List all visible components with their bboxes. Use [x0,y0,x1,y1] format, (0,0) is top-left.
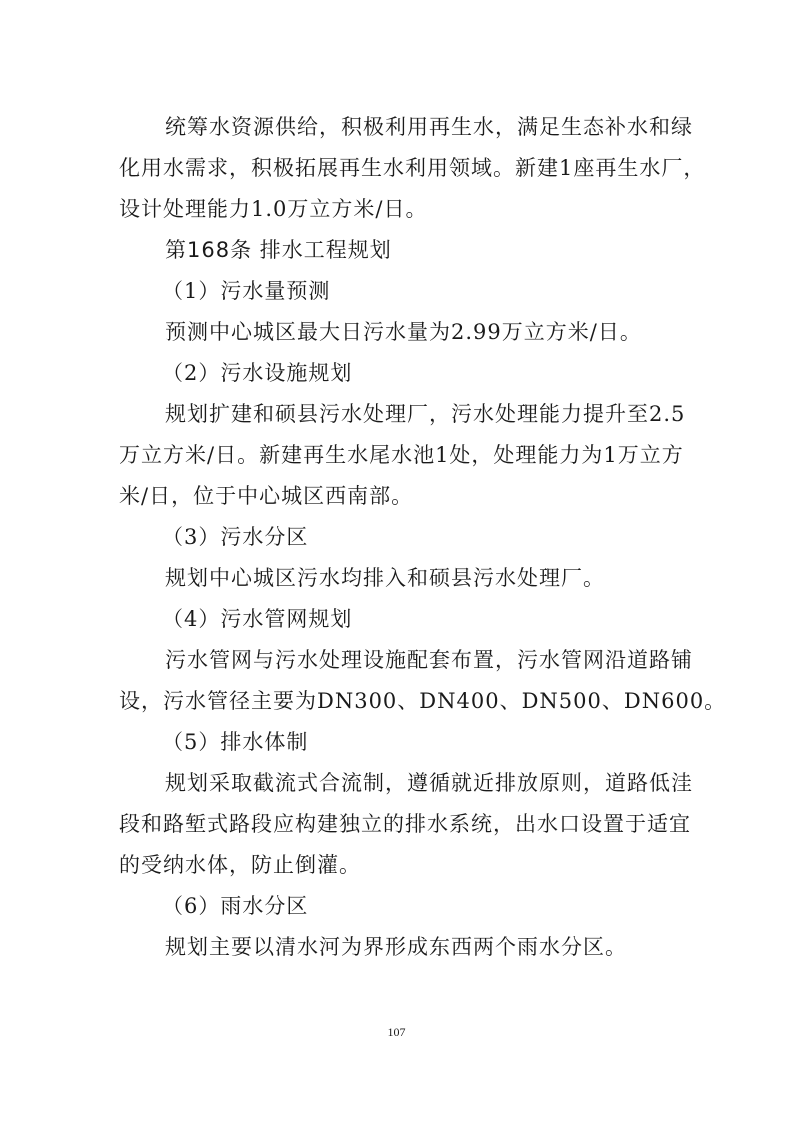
paragraph-line: 设计处理能力1.0万立方米/日。 [119,197,428,221]
page-number: 107 [387,1025,406,1039]
section-heading: （4）污水管网规划 [162,607,353,631]
paragraph-line: 设，污水管径主要为DN300、DN400、DN500、DN600。 [119,689,727,713]
paragraph-line: 预测中心城区最大日污水量为2.99万立方米/日。 [165,320,642,344]
section-heading: （2）污水设施规划 [162,361,353,385]
paragraph-line: 规划扩建和硕县污水处理厂，污水处理能力提升至2.5 [165,402,686,426]
paragraph-line: 段和路堑式路段应构建独立的排水系统，出水口设置于适宜 [119,812,691,836]
paragraph-line: 的受纳水体，防止倒灌。 [119,853,361,877]
article-heading: 第168条 排水工程规划 [165,238,392,262]
section-heading: （5）排水体制 [162,730,309,754]
paragraph-line: 万立方米/日。新建再生水尾水池1处，处理能力为1万立方 [119,443,684,467]
paragraph-line: 米/日，位于中心城区西南部。 [119,484,414,508]
paragraph-line: 规划中心城区污水均排入和硕县污水处理厂。 [165,566,605,590]
paragraph-line: 污水管网与污水处理设施配套布置，污水管网沿道路铺 [165,648,693,672]
section-heading: （3）污水分区 [162,525,309,549]
paragraph-line: 规划采取截流式合流制，遵循就近排放原则，道路低洼 [165,771,693,795]
paragraph-line: 化用水需求，积极拓展再生水利用领域。新建1座再生水厂， [119,156,706,180]
paragraph-line: 统筹水资源供给，积极利用再生水，满足生态补水和绿 [165,115,693,139]
paragraph-line: 规划主要以清水河为界形成东西两个雨水分区。 [165,935,627,959]
section-heading: （1）污水量预测 [162,279,331,303]
section-heading: （6）雨水分区 [162,894,309,918]
